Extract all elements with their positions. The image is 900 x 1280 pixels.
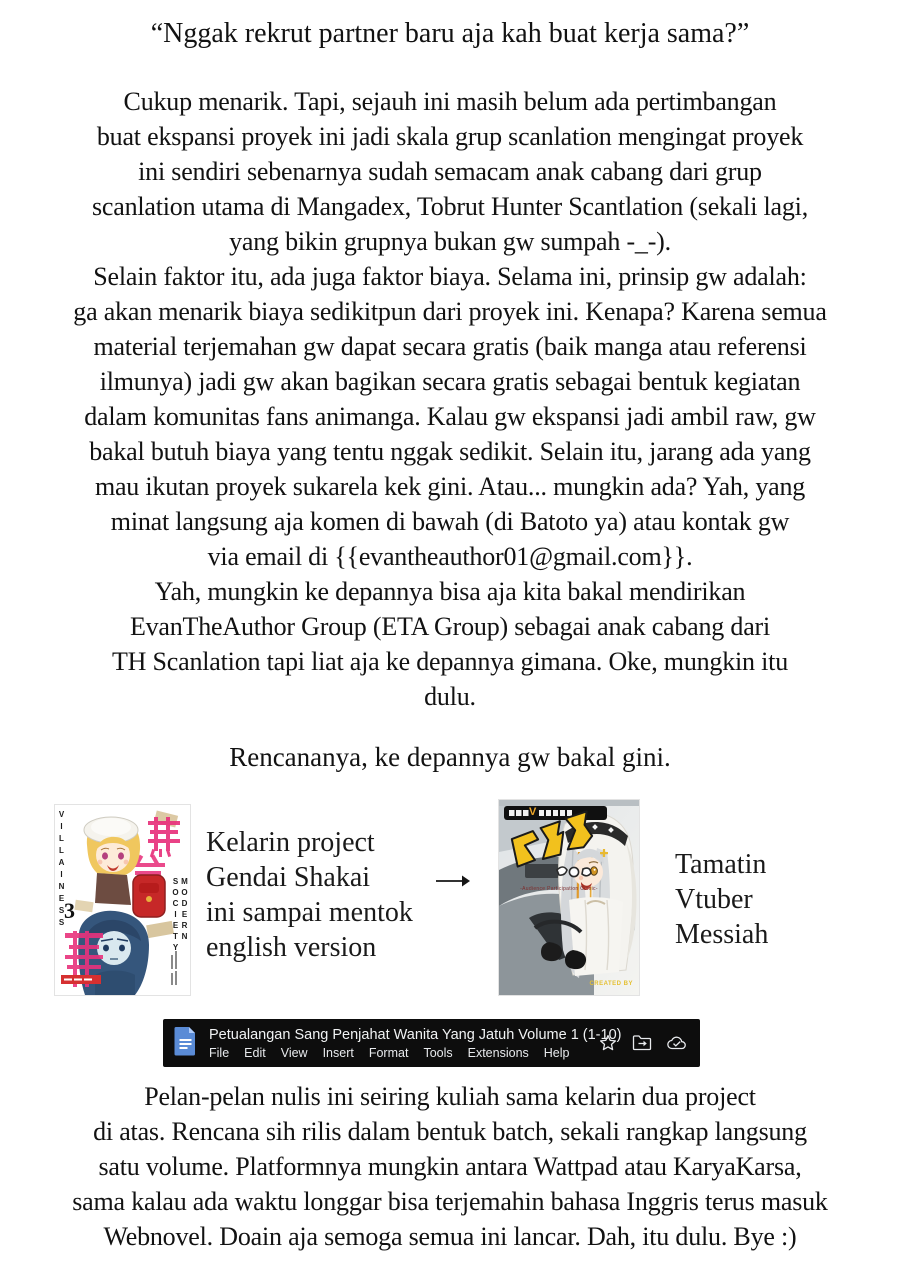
- text-line: mau ikutan proyek sukarela kek gini. Atau... mungkin ada? Yah, yang: [94, 472, 806, 501]
- text-line: yang bikin grupnya bukan gw sumpah -_-).: [229, 227, 671, 256]
- caption-line: Gendai Shakai: [206, 862, 371, 893]
- cloud-status-icon[interactable]: [667, 1035, 687, 1051]
- body-paragraph: [0, 84, 900, 714]
- menu-insert[interactable]: Insert: [322, 1045, 354, 1060]
- text-line: ilmunya) jadi gw akan bagikan secara gratis sebagai bentuk kegiatan: [99, 367, 801, 396]
- menu-edit[interactable]: Edit: [244, 1045, 266, 1060]
- text-line: ini sendiri sebenarnya sudah semacam anak cabang dari grup: [138, 157, 762, 186]
- docs-menubar: [209, 1046, 584, 1060]
- text-line: EvanTheAuthor Group (ETA Group) sebagai anak cabang dari: [129, 612, 771, 641]
- document-title[interactable]: Petualangan Sang Penjahat Wanita Yang Jatuh Volume 1 (1-10): [209, 1026, 622, 1043]
- text-line: satu volume. Platformnya mungkin antara Wattpad atau KaryaKarsa,: [98, 1152, 802, 1181]
- move-folder-icon[interactable]: [632, 1034, 652, 1052]
- caption-line: Kelarin project: [206, 827, 375, 858]
- caption-line: Messiah: [675, 919, 769, 950]
- text-line: Yah, mungkin ke depannya bisa aja kita bakal mendirikan: [154, 577, 746, 606]
- text-line: Pelan-pelan nulis ini seiring kuliah sama kelarin dua project: [144, 1082, 756, 1111]
- projects-row: [55, 805, 900, 995]
- cover-volume-number: 3: [64, 898, 75, 923]
- text-line: ga akan menarik biaya sedikitpun dari proyek ini. Kenapa? Karena semua: [73, 297, 827, 326]
- text-line: sama kalau ada waktu longgar bisa terjemahin bahasa Inggris terus masuk: [72, 1187, 828, 1216]
- menu-help[interactable]: Help: [543, 1045, 570, 1060]
- text-line: bakal butuh biaya yang tentu nggak sedikit. Selain itu, jarang ada yang: [89, 437, 811, 466]
- text-line: dalam komunitas fans animanga. Kalau gw ekspansi jadi ambil raw, gw: [84, 402, 816, 431]
- cover-banner-v-letter: V: [529, 806, 537, 818]
- caption-line: ini sampai mentok: [206, 897, 413, 928]
- text-line: buat ekspansi proyek ini jadi skala grup scanlation mengingat proyek: [96, 122, 804, 151]
- cover-subtitle: -Audience Participation Comic-: [520, 886, 598, 892]
- text-line: minat langsung aja komen di bawah (di Batoto ya) atau kontak gw: [110, 507, 790, 536]
- text-line: Cukup menarik. Tapi, sejauh ini masih belum ada pertimbangan: [123, 87, 777, 116]
- text-line: material terjemahan gw dapat secara gratis (baik manga atau referensi: [93, 332, 807, 361]
- closing-paragraph: [0, 1079, 900, 1254]
- menu-extensions[interactable]: Extensions: [467, 1045, 529, 1060]
- caption-line: english version: [206, 932, 377, 963]
- docsbar-text-column: [209, 1026, 622, 1060]
- text-line: di atas. Rencana sih rilis dalam bentuk batch, sekali rangkap langsung: [93, 1117, 807, 1146]
- manga-cover-gendai-shakai: [55, 805, 190, 995]
- cover-credit: CREATED BY: [589, 981, 633, 987]
- menu-view[interactable]: View: [280, 1045, 308, 1060]
- text-line: TH Scanlation tapi liat aja ke depannya gimana. Oke, mungkin itu: [111, 647, 788, 676]
- text-line: Webnovel. Doain aja semoga semua ini lancar. Dah, itu dulu. Bye :): [103, 1222, 797, 1251]
- cover-art-left: [55, 805, 190, 995]
- text-line: scanlation utama di Mangadex, Tobrut Hunter Scantlation (sekali lagi,: [91, 192, 809, 221]
- text-line: via email di {{evantheauthor01@gmail.com}}.: [207, 542, 693, 571]
- text-line: dulu.: [424, 682, 476, 711]
- cover-side-text-villainess: VILLAINESS: [57, 810, 66, 930]
- star-icon[interactable]: [599, 1034, 617, 1052]
- caption-line: Tamatin: [675, 849, 767, 880]
- google-docs-titlebar: [163, 1019, 700, 1067]
- menu-format[interactable]: Format: [368, 1045, 409, 1060]
- menu-file[interactable]: File: [209, 1045, 230, 1060]
- right-arrow-icon: [435, 873, 471, 894]
- caption-line: Vtuber: [675, 884, 753, 915]
- docsbar-actions: [584, 1034, 687, 1052]
- cover-art-right: [499, 800, 639, 995]
- plan-intro: Rencananya, ke depannya gw bakal gini.: [229, 742, 671, 772]
- cover-side-text-modern-society: MODERN SOCIETY: [171, 877, 189, 954]
- opening-quote: “Nggak rekrut partner baru aja kah buat kerja sama?”: [150, 18, 750, 49]
- caption-left: [206, 805, 431, 965]
- caption-right: [675, 805, 768, 952]
- docs-app-icon[interactable]: [174, 1026, 197, 1061]
- menu-tools[interactable]: Tools: [423, 1045, 453, 1060]
- manga-cover-vtuber-messiah: [499, 800, 639, 995]
- text-line: Selain faktor itu, ada juga faktor biaya. Selama ini, prinsip gw adalah:: [93, 262, 807, 291]
